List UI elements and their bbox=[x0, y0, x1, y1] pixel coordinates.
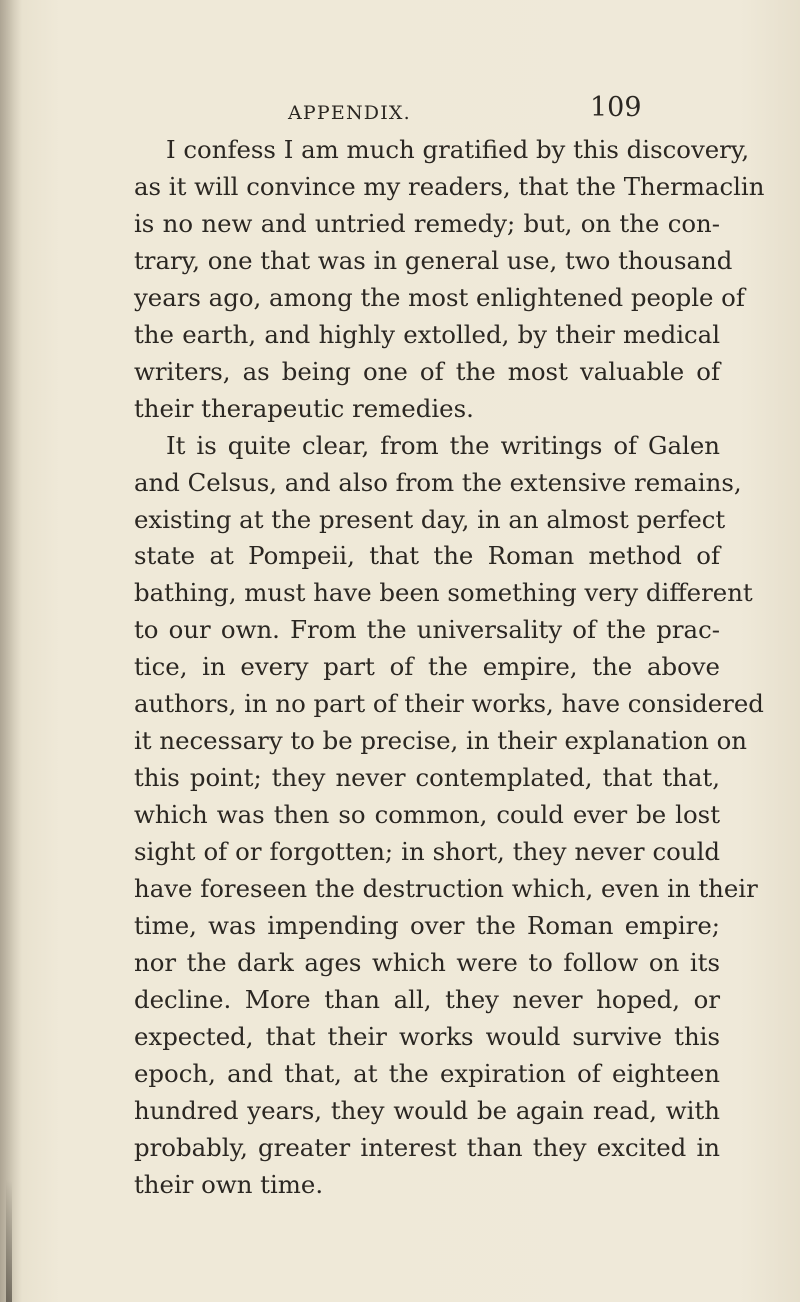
text-line: epoch, and that, at the expiration of eighteen bbox=[134, 1058, 720, 1088]
text-line: It is quite clear, from the writings of Galen bbox=[166, 430, 720, 460]
binding-gutter-shadow bbox=[0, 0, 22, 1302]
text-line: state at Pompeii, that the Roman method of bbox=[134, 541, 720, 571]
text-line: expected, that their works would survive this bbox=[134, 1021, 720, 1051]
text-line: existing at the present day, in an almost perfect bbox=[134, 504, 726, 534]
body-text bbox=[134, 132, 765, 1204]
text-line: years ago, among the most enlightened people of bbox=[134, 282, 745, 312]
text-line: is no new and untried remedy; but, on the con- bbox=[134, 208, 720, 238]
text-line: their therapeutic remedies. bbox=[134, 393, 474, 423]
text-line: nor the dark ages which were to follow on its bbox=[134, 947, 720, 977]
text-line: writers, as being one of the most valuable of bbox=[134, 356, 720, 386]
text-line: authors, in no part of their works, have considered bbox=[134, 689, 764, 719]
page-number: 109 bbox=[590, 92, 642, 123]
text-line: which was then so common, could ever be lost bbox=[134, 800, 720, 830]
text-line: time, was impending over the Roman empire; bbox=[134, 911, 720, 941]
text-line: decline. More than all, they never hoped, or bbox=[134, 984, 720, 1014]
text-line: the earth, and highly extolled, by their medical bbox=[134, 319, 720, 349]
binding-edge bbox=[6, 1180, 12, 1302]
text-line: hundred years, they would be again read, with bbox=[134, 1095, 720, 1125]
text-line: and Celsus, and also from the extensive remains, bbox=[134, 467, 742, 497]
text-line: I confess I am much gratified by this discovery, bbox=[166, 135, 750, 164]
text-line: sight of or forgotten; in short, they never could bbox=[134, 837, 720, 867]
text-line: this point; they never contemplated, that that, bbox=[134, 763, 720, 793]
text-line: it necessary to be precise, in their explanation on bbox=[134, 726, 747, 756]
running-head: APPENDIX. bbox=[288, 102, 411, 124]
text-line: probably, greater interest than they excited in bbox=[134, 1132, 720, 1162]
text-line: tice, in every part of the empire, the above bbox=[134, 652, 720, 682]
text-line: trary, one that was in general use, two thousand bbox=[134, 245, 733, 275]
text-line: bathing, must have been something very different bbox=[134, 578, 753, 608]
text-line: their own time. bbox=[134, 1169, 324, 1199]
page-header bbox=[0, 92, 800, 132]
text-line: as it will convince my readers, that the Thermaclin bbox=[134, 171, 765, 201]
text-line: have foreseen the destruction which, even in their bbox=[134, 874, 758, 904]
text-line: to our own. From the universality of the prac- bbox=[134, 615, 720, 645]
